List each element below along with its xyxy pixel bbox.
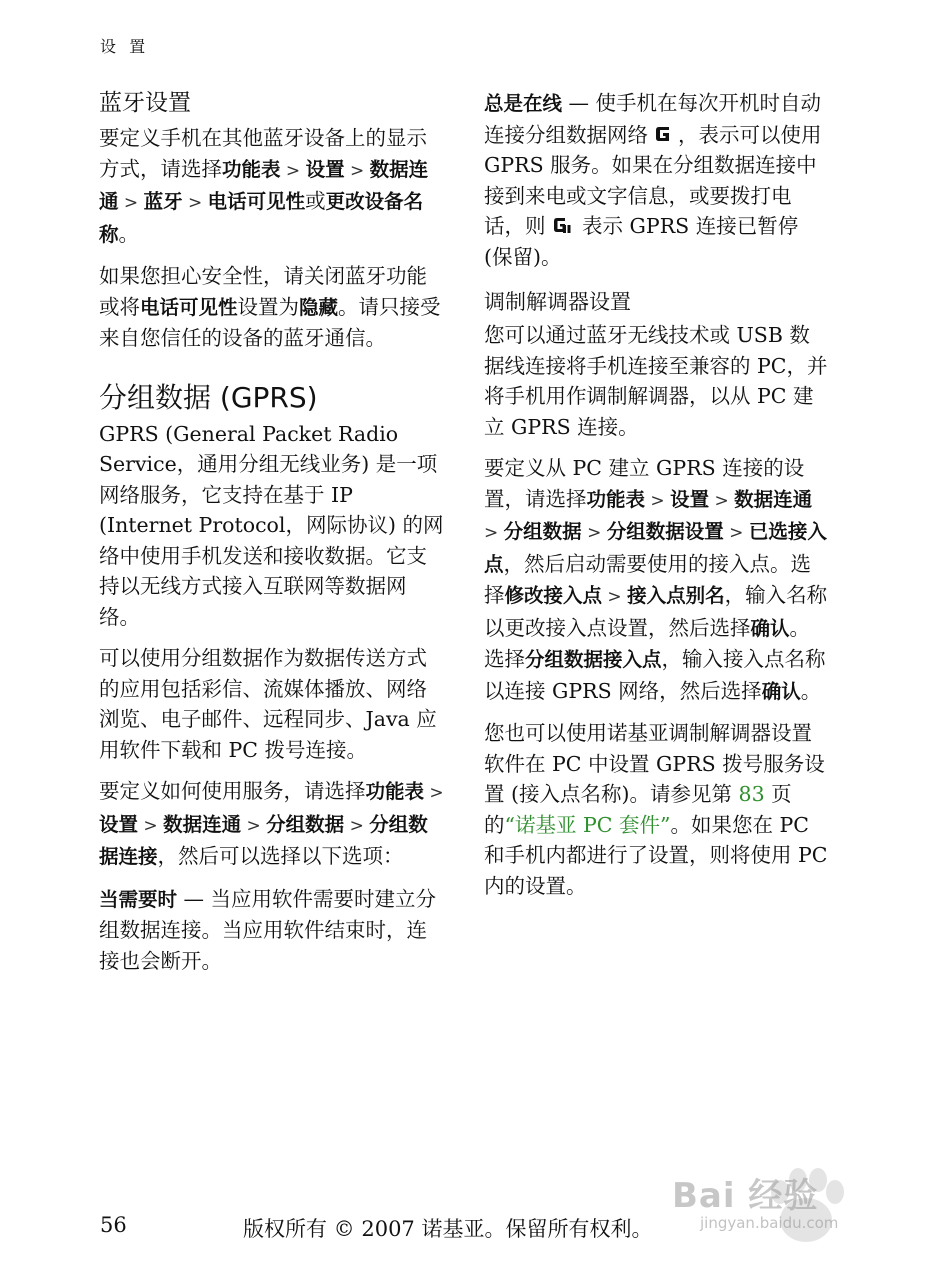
path-separator: > [344, 160, 370, 181]
path-separator: > [645, 490, 671, 511]
copyright-notice: 版权所有 © 2007 诺基亚。保留所有权利。 [243, 1217, 653, 1241]
text: 。选择 [484, 615, 811, 671]
menu-path-item: 设置 [305, 157, 345, 181]
menu-path-item: 数据连通 [163, 812, 242, 836]
running-header: 设 置 [100, 37, 150, 56]
menu-path-item: 电话可见性 [207, 190, 306, 213]
gprs-attached-icon [652, 122, 674, 146]
text: 如果您担心安全性，请关闭蓝牙功能或将 [99, 264, 427, 319]
text: — 当应用软件需要时建立分组数据连接。当应用软件结束时，连接也会断开。 [99, 886, 437, 973]
modem-paragraph-2 [484, 453, 830, 707]
gprs-paragraph-1: GPRS (General Packet Radio Service，通用分组无线业务) 是一项网络服务，它支持在基于 IP (Internet Protocol，网际协议) 的网络中使用手机发送和接收数据。它支持以无线方式接入互联网等数据网络。 [99, 421, 444, 629]
bluetooth-paragraph-2 [99, 261, 445, 354]
option-name: 隐藏 [299, 295, 339, 319]
gprs-suspended-icon [550, 213, 572, 237]
modem-paragraph-1: 您可以通过蓝牙无线技术或 USB 数据线连接将手机连接至兼容的 PC，并将手机用作调制解调器，以从 PC 建立 GPRS 连接。 [484, 323, 828, 439]
path-separator: > [138, 815, 164, 836]
text: 。如果您在 PC 和手机内都进行了设置，则将使用 PC 内的设置。 [484, 812, 828, 898]
menu-path-item: 更改设备名称 [99, 190, 424, 246]
gprs-heading: 分组数据 (GPRS) [99, 380, 318, 414]
option-name: 电话可见性 [140, 295, 238, 319]
option-name: 总是在线 [484, 92, 563, 115]
menu-path-item: 功能表 [586, 487, 646, 511]
when-needed-option [99, 884, 445, 977]
menu-path-item: 修改接入点 [504, 584, 603, 607]
path-separator: > [118, 193, 144, 213]
text: 要定义从 PC 建立 GPRS 连接的设置，请选择 [484, 456, 805, 511]
menu-path-item: 分组数据 [266, 812, 345, 836]
watermark-url: jingyan.baidu.com [700, 1214, 839, 1232]
menu-path-item: 数据连通 [99, 157, 429, 213]
menu-path-item: 确认 [761, 679, 801, 703]
menu-path-item: 已选接入点 [484, 520, 827, 576]
path-separator: > [182, 193, 208, 213]
gprs-paragraph-3 [99, 776, 445, 873]
menu-path-item: 设置 [670, 487, 710, 511]
path-separator: > [723, 523, 749, 543]
menu-path-item: 分组数据接入点 [525, 648, 662, 671]
option-name: 当需要时 [99, 887, 178, 911]
text: 表示 GPRS 连接已暂停 (保留)。 [484, 214, 799, 269]
text: 。 [800, 678, 822, 703]
menu-path-item: 确认 [750, 616, 790, 640]
path-separator: > [484, 523, 504, 543]
menu-path-item: 数据连通 [734, 487, 813, 511]
path-separator: > [709, 490, 735, 511]
bluetooth-paragraph-1 [99, 123, 445, 250]
watermark-logo-text: Bai 经验 [672, 1176, 819, 1216]
path-separator: > [602, 587, 628, 607]
text: ，表示可以使用 GPRS 服务。如果在分组数据连接中接到来电或文字信息，或要拨打电话，则 [484, 122, 822, 238]
menu-path-item: 功能表 [365, 780, 425, 803]
bluetooth-settings-heading: 蓝牙设置 [99, 90, 191, 116]
path-separator: > [581, 523, 607, 543]
modem-settings-heading: 调制解调器设置 [484, 290, 631, 314]
page-reference-link[interactable]: 83 [738, 782, 765, 806]
page-number: 56 [100, 1213, 127, 1237]
path-separator: > [344, 815, 370, 836]
menu-path-item: 设置 [99, 812, 139, 836]
text: 页的 [484, 782, 792, 837]
menu-path-item: 功能表 [222, 157, 281, 181]
menu-path-item: 蓝牙 [143, 190, 183, 213]
text: 或 [305, 189, 326, 213]
text: ，然后可以选择以下选项： [157, 844, 404, 868]
menu-path-item: 分组数据设置 [606, 520, 724, 543]
text: ，输入接入点名称以连接 GPRS 网络，然后选择 [484, 647, 826, 703]
menu-path-item: 接入点别名 [627, 584, 725, 607]
text: 。请只接受来自您信任的设备的蓝牙通信。 [99, 294, 441, 350]
modem-paragraph-3 [484, 718, 830, 901]
text: ，然后启动需要使用的接入点。选择 [484, 551, 812, 607]
left-column [99, 86, 445, 987]
path-separator: > [424, 783, 444, 803]
text: ，输入名称以更改接入点设置，然后选择 [484, 583, 828, 640]
menu-path-item: 分组数据 [503, 520, 582, 543]
gprs-paragraph-2: 可以使用分组数据作为数据传送方式的应用包括彩信、流媒体播放、网络浏览、电子邮件、远程同步、Java 应用软件下载和 PC 拨号连接。 [99, 646, 437, 762]
menu-path-item: 分组数据连接 [99, 812, 428, 868]
text: 要定义如何使用服务，请选择 [99, 779, 366, 803]
text: 要定义手机在其他蓝牙设备上的显示方式，请选择 [99, 126, 427, 181]
text: 您也可以使用诺基亚调制解调器设置软件在 PC 中设置 GPRS 拨号服务设置 (接入点名称)。请参见第 [484, 721, 825, 806]
always-online-option [484, 88, 830, 272]
path-separator: > [280, 160, 306, 181]
pc-suite-link[interactable]: “诺基亚 PC 套件” [504, 812, 671, 837]
text: — 使手机在每次开机时自动连接分组数据网络 [484, 91, 822, 147]
right-column [484, 86, 830, 912]
path-separator: > [241, 815, 267, 836]
text: 。 [118, 221, 140, 246]
text: 设置为 [237, 294, 300, 319]
